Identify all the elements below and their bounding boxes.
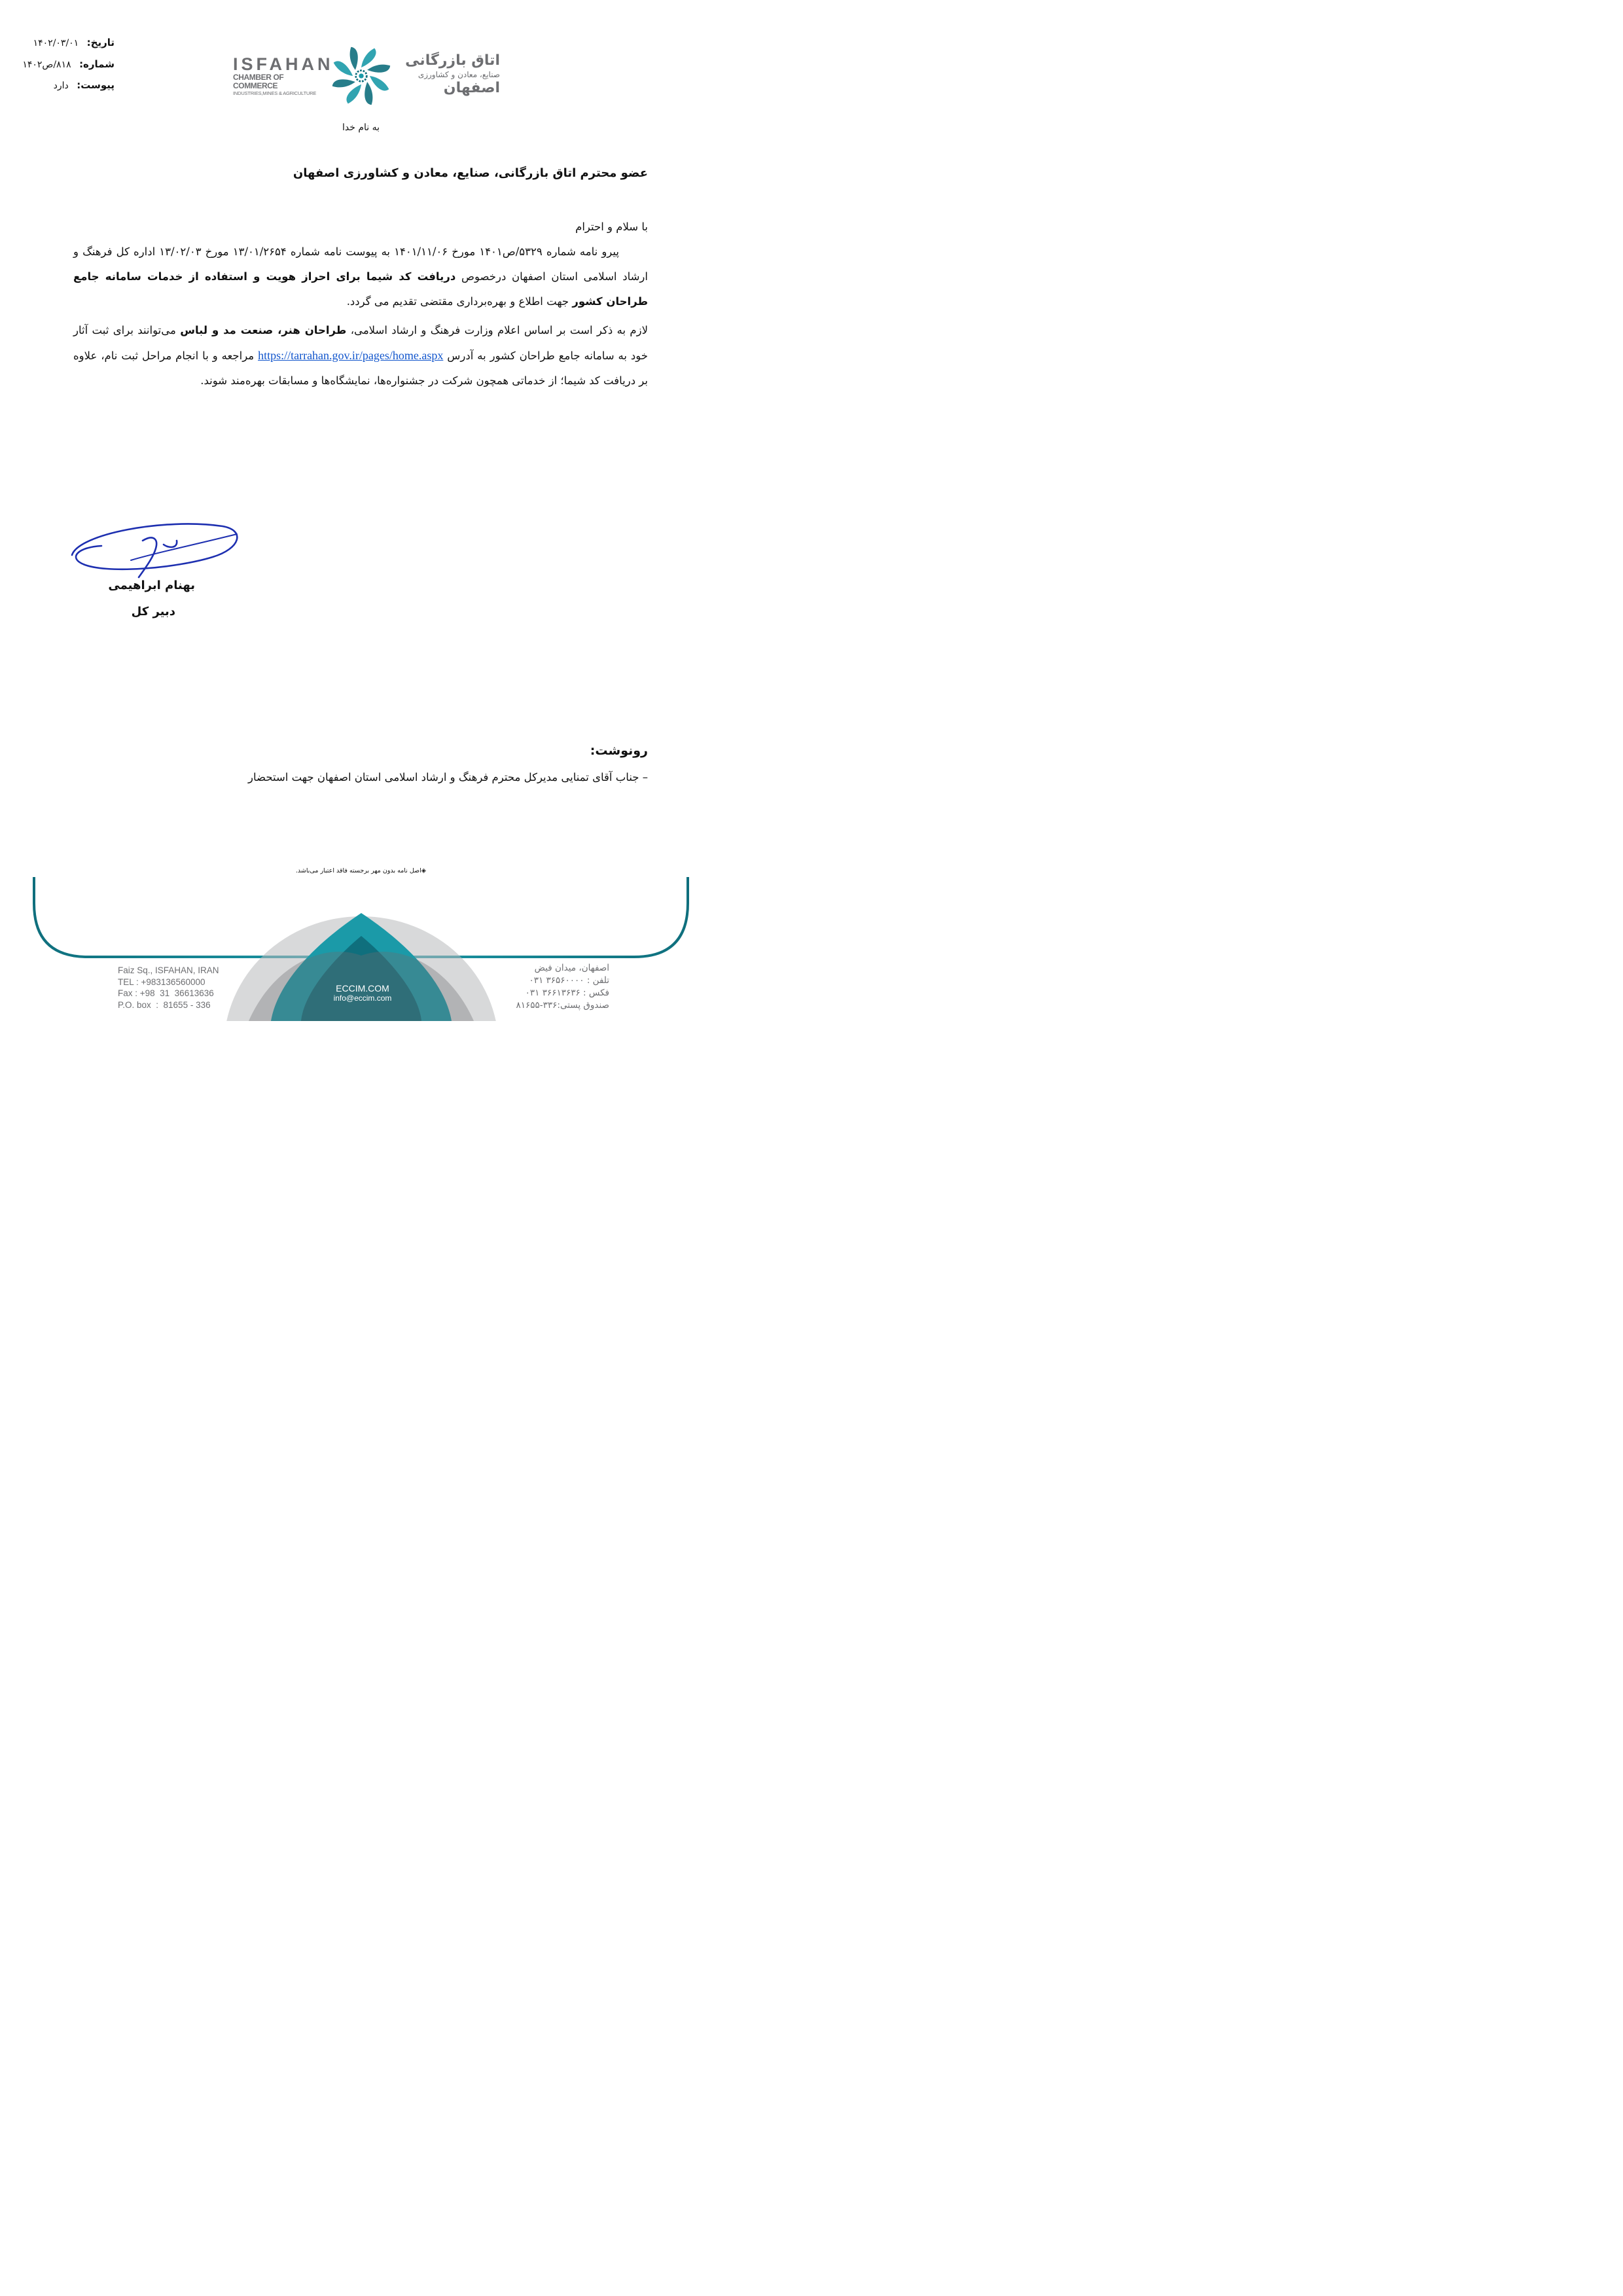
para2-text-b: می‌توانند برای ثبت آثار خود به سامانه جامع طراحان کشور به آدرس <box>73 324 648 362</box>
logo-isfahan: ISFAHAN <box>233 54 334 74</box>
footer-persian-contact <box>516 962 610 1012</box>
para2-bold: طراحان هنر، صنعت مد و لباس <box>180 324 347 336</box>
basmala: به نام خدا <box>342 122 380 133</box>
footer-en-address: Faiz Sq., ISFAHAN, IRAN <box>118 965 219 975</box>
footer-en-pobox: P.O. box : 81655 - 336 <box>118 999 211 1010</box>
date-label: تاریخ: <box>86 37 115 48</box>
footer-fa-tel: تلفن : ۳۶۵۶۰۰۰۰ ۰۳۱ <box>529 975 609 986</box>
number-value: ۸۱۸/ص۱۴۰۲ <box>22 60 71 70</box>
attachment-value: دارد <box>53 81 69 91</box>
tarrahan-link[interactable]: https://tarrahan.gov.ir/pages/home.aspx <box>258 349 444 362</box>
footer-fa-address: اصفهان، میدان فیض <box>534 963 609 973</box>
footer-email[interactable]: info@eccim.com <box>333 994 392 1003</box>
number-label: شماره: <box>79 58 115 70</box>
footer-emblem <box>224 913 499 1021</box>
footer-en-fax: Fax : +98 31 36613636 <box>118 988 214 998</box>
para1-bold: دریافت کد شیما برای احراز هویت و استفاده از خدمات سامانه جامع طراحان کشور <box>73 270 648 308</box>
footer-fa-fax: فکس : ۳۶۶۱۳۶۳۶ ۰۳۱ <box>525 988 609 998</box>
para2-text-c: مراجعه و با انجام مراحل ثبت نام، علاوه بر دریافت کد شیما؛ از خدماتی همچون شرکت در جشنواره‌ها، نمایشگاه‌ها و مسابقات بهره‌مند شوند. <box>73 350 648 387</box>
attachment-label: پیوست: <box>77 79 115 91</box>
footer-web <box>297 983 428 1003</box>
logo-chamber: CHAMBER OF COMMERCE <box>233 73 284 90</box>
date-value: ۱۴۰۲/۰۳/۰۱ <box>33 38 79 48</box>
para1-text-b: جهت اطلاع و بهره‌برداری مقتضی تقدیم می گردد. <box>346 295 569 308</box>
footer-english-contact <box>118 965 219 1011</box>
logo-fa-city: اصفهان <box>443 80 500 96</box>
para1-text-a: پیرو نامه شماره ۵۳۲۹/ص۱۴۰۱ مورخ ۱۴۰۱/۱۱/۰۶ به پیوست نامه شماره ۱۳/۰۱/۲۶۵۴ مورخ ۱۳/۰۲/۰۳ اداره کل فرهنگ و ارشاد اسلامی استان اصفهان درخصوص <box>73 245 648 283</box>
logo-fa-chamber: اتاق بازرگانی <box>405 52 500 69</box>
logo-industries: INDUSTRIES,MINES & AGRICULTURE <box>233 90 317 96</box>
logo-fa-sectors: صنایع، معادن و کشاورزی <box>418 70 500 79</box>
footer-en-tel: TEL : +983136560000 <box>118 977 205 987</box>
para2-text-a: لازم به ذکر است بر اساس اعلام وزارت فرهنگ و ارشاد اسلامی، <box>350 324 649 336</box>
page-frame <box>0 0 722 1021</box>
copies-line: – جناب آقای تمنایی مدیرکل محترم فرهنگ و ارشاد اسلامی استان اصفهان جهت استحضار <box>248 771 648 783</box>
validity-note-text: اصل نامه بدون مهر برجسته فاقد اعتبار می‌باشد. <box>295 867 421 874</box>
signatory-title: دبیر کل <box>131 605 175 619</box>
copies-title: رونوشت: <box>590 744 648 758</box>
diamond-icon: ◈ <box>421 867 427 874</box>
footer-fa-pobox: صندوق پستی:۳۳۶-۸۱۶۵۵ <box>516 1000 609 1011</box>
signatory-name: بهنام ابراهیمی <box>108 579 195 592</box>
recipient-heading: عضو محترم اتاق بازرگانی، صنایع، معادن و کشاورزی اصفهان <box>293 166 648 180</box>
footer-website[interactable]: ECCIM.COM <box>336 983 389 994</box>
greeting: با سلام و احترام <box>575 221 648 233</box>
